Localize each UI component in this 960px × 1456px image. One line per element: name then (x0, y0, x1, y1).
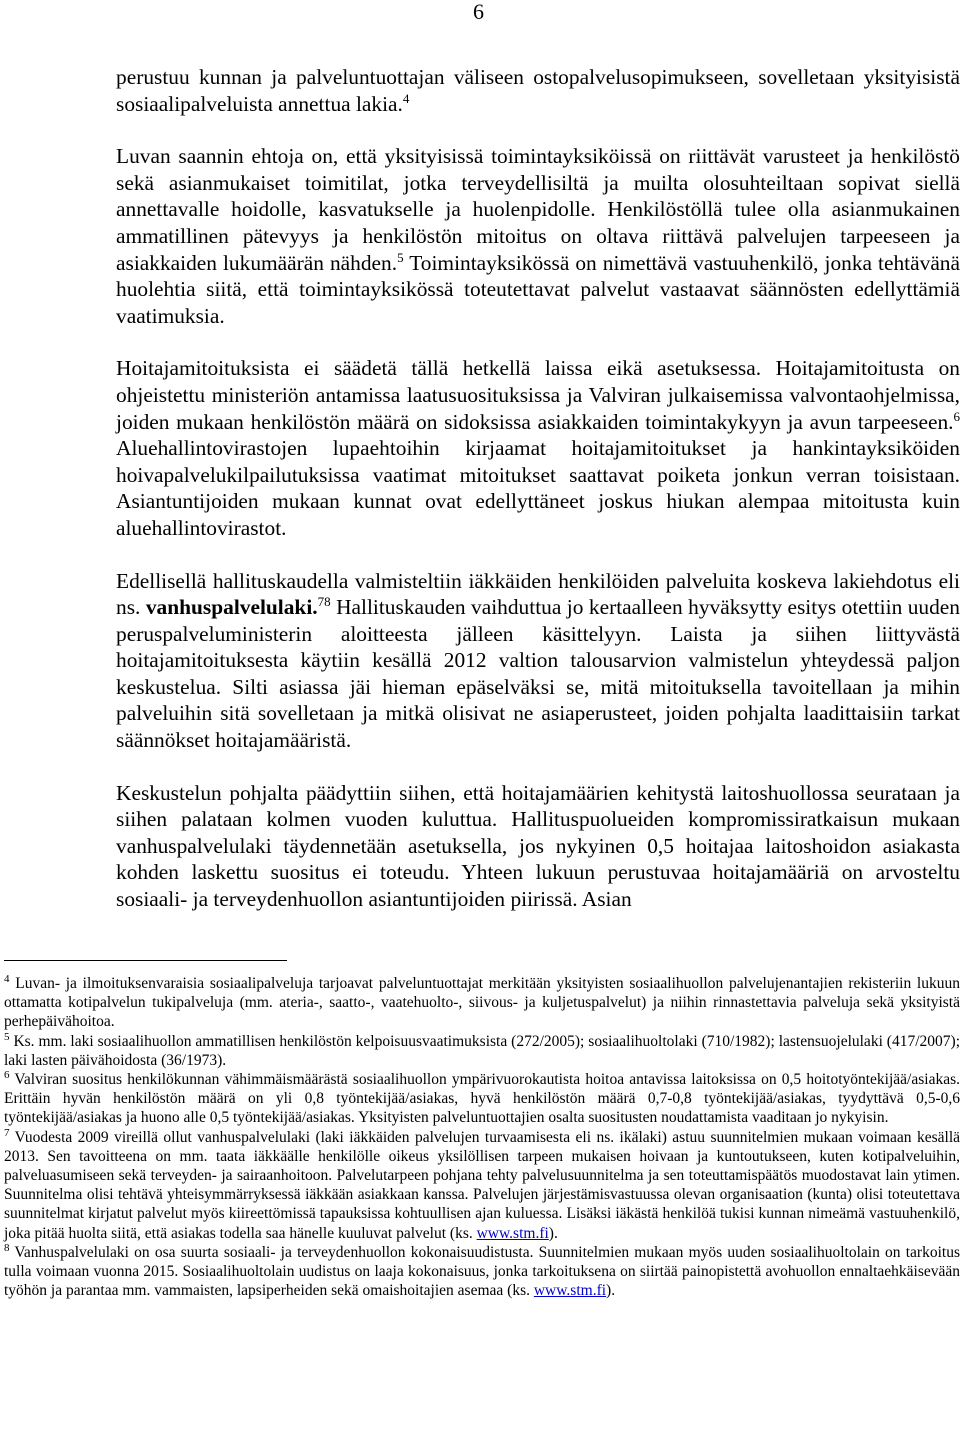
footnote-4 (4, 974, 960, 1032)
stm-link[interactable]: www.stm.fi (476, 1224, 549, 1242)
paragraph-text: Aluehallintovirastojen lupaehtoihin kirjaamat hoitajamitoitukset ja hankintayksiköiden hoivapalvelukilpailutuksissa vaatimat mitoitukset saattavat poiketa jonkun verran toisistaan. Asiantuntijoiden mukaan kunnat ovat edellyttäneet joskus hiukan alempaa mitoitusta kuin aluehallintovirastot. (116, 436, 960, 540)
footnote-ref-4[interactable]: 4 (402, 90, 410, 106)
paragraph-intro (116, 64, 960, 117)
footnote-text-end: ). (606, 1282, 616, 1300)
paragraph-text: Edellisellä hallituskaudella valmisteltiin iäkkäiden henkilöiden palveluita koskeva lakiehdotus eli ns. (116, 568, 960, 620)
footnote-text: Luvan- ja ilmoituksenvaraisia sosiaalipalveluja tarjoavat palveluntuottajat merkitään yksityisten sosiaalihuollon palvelujenantajien rekisteriin lukuun ottamatta kotipalvelun tukipalveluja (mm. ateria-, saatto-, vaatehuolto-, siivous- ja kuljetuspalvelut) ja niihin rinnastettavia palveluja sekä yksityistä perhepäivähoitoa. (4, 975, 960, 1031)
footnote-divider (4, 960, 287, 961)
paragraph-elderly-services-act (116, 568, 960, 754)
footnote-text: Valviran suositus henkilökunnan vähimmäismäärästä sosiaalihuollon ympärivuorokautista hoitoa antavissa laitoksissa on 0,5 hoitotyöntekijää/asiakas. Erittäin hyvän henkilöstön määrä on yli 0,8 työntekijää/asiakas, hyvä henkilöstön määrä 0,7-0,8 työntekijää/asiakas, tyydyttävä 0,5-0,6 työntekijää/asiakas ja huono alle 0,5 työntekijää/asiakas. Yksityisten palveluntuottajien osalta suositusten noudattamista vaaditaan jo nykyisin. (4, 1071, 960, 1127)
footnote-8 (4, 1243, 960, 1301)
bold-term: vanhuspalvelulaki. (145, 595, 318, 620)
paragraph-text: Luvan saannin ehtoja on, että yksityisissä toimintayksiköissä on riittävät varusteet ja henkilöstö sekä asianmukaiset toimitilat, jotka terveydellisiltä ja muilta olosuhteiltaan sopivat siellä annettavalle hoidolle, kasvatukselle ja huolenpidolle. Henkilöstöllä tulee olla asianmukainen ammatillinen pätevyys ja henkilöstön mitoitus on oltava riittävä palvelujen tarpeeseen ja asiakkaiden lukumäärän nähden. (116, 144, 960, 275)
footnote-7 (4, 1128, 960, 1243)
paragraph-text: Hoitajamitoituksista ei säädetä tällä hetkellä laissa eikä asetuksessa. Hoitajamitoitusta on ohjeistettu ministeriön antamissa laatusuosituksissa ja Valviran julkaisemissa valvontaohjelmissa, joiden mukaan henkilöstön määrä on sidoksissa asiakkaiden toimintakykyyn ja avun tarpeeseen. (116, 356, 960, 434)
paragraph-text: Keskustelun pohjalta päädyttiin siihen, että hoitajamäärien kehitystä laitoshuollossa seurataan ja siihen palataan kolmen vuoden kuluttua. Hallituspuolueiden kompromissiratkaisun mukaan vanhuspalvelulaki täydennetään asetuksella, jos nykyinen 0,5 hoitajaa laitoshoidon asiakasta kohden laskettu suositus ei toteudu. Yhteen lukuun perustuvaa hoitajamääriä on arvosteltu sosiaali- ja terveydenhuollon asiantuntijoiden piirissä. Asian (116, 780, 960, 912)
footnote-number: 4 (4, 972, 10, 985)
paragraph-text: perustuu kunnan ja palveluntuottajan väliseen ostopalvelusopimukseen, sovelletaan yksityisistä sosiaalipalveluista annettua lakia. (116, 65, 960, 116)
paragraph-staffing-ratios (116, 355, 960, 541)
footnote-text: Ks. mm. laki sosiaalihuollon ammatillisen henkilöstön kelpoisuusvaatimuksista (272/2005); sosiaalihuoltolaki (710/1982); lastensuojelulaki (417/2007); laki lasten päivähoidosta (36/1973). (4, 1032, 960, 1069)
paragraph-text: Toimintayksikössä on nimettävä vastuuhenkilö, jonka tehtävänä huolehtia siitä, että toimintayksikössä toteutettavat palvelut vastaavat säännösten edellyttämiä vaatimuksia. (116, 250, 960, 328)
footnote-number: 5 (4, 1030, 10, 1043)
footnote-text-end: ). (548, 1224, 558, 1242)
footnote-ref-5[interactable]: 5 (397, 249, 404, 265)
footnote-5 (4, 1032, 960, 1070)
footnote-number: 7 (4, 1126, 10, 1139)
stm-link[interactable]: www.stm.fi (533, 1282, 607, 1300)
footnote-6 (4, 1070, 960, 1128)
paragraph-text: Hallituskauden vaihduttua jo kertaalleen hyväksytty esitys otettiin uuden peruspalveluministerin aloitteesta jälleen käsittelyyn. Laista ja siihen liittyvästä hoitajamitoituksesta käytiin kesällä 2012 valtion talousarvion valmistelun yhteydessä paljon keskustelua. Silti asiassa jäi hieman epäselväksi se, mitä mitoituksella tavoitellaan ja mihin palveluihin sitä sovelletaan ja mitkä olisivat ne asiaperusteet, joiden pohjalta laadittaisiin tarkat säännökset hoitajamääristä. (116, 595, 960, 753)
paragraph-discussion (116, 780, 960, 913)
paragraph-license-conditions (116, 143, 960, 329)
footnote-text: Vanhuspalvelulaki on osa suurta sosiaali- ja terveydenhuollon kokonaisuudistusta. Suunnitelmien mukaan myös uuden sosiaalihuoltolain on tarkoitus tulla voimaan vuonna 2015. Sosiaalihuoltolain uudistus on laaja kokonaisuus, jonka tarkoituksena on siirtää painopistettä avohuollon ennaltaehkäisevään työhön ja parantaa mm. vammaisten, lapsiperheiden sekä omaishoitajien asemaa (ks. (4, 1243, 960, 1300)
footnote-ref-7-8[interactable]: 78 (317, 593, 331, 609)
footnote-text: Vuodesta 2009 vireillä ollut vanhuspalvelulaki (laki iäkkäiden palvelujen turvaamisesta eli ns. ikälaki) astuu suunnitelmien mukaan voimaan kesällä 2013. Sen tavoitteena on mm. taata iäkkäälle henkilölle oikeus yksilöllisen tarpeen mukaisen hoivaan ja kuntoutukseen, kuten kotipalveluihin, palveluasumiseen sekä terveyden- ja sairaanhoitoon. Palvelutarpeen pohjana tehty palvelusuunnitelma ja sen toteuttamispäätös muodostavat lain ytimen. Suunnitelma olisi tehtävä yhteisymmärryksessä iäkkään asiakkaan kanssa. Palvelujen järjestämisvastuussa olevan organisaation (kunta) olisi toteutettava suunnitelmat kirjatut palvelut myös kiireettömissä tapauksissa kohtuullisen ajan kuluessa. Lisäksi iäkästä henkilöä tukisi kunnan nimeämä vastuuhenkilö, joka pitää huolta siitä, että asiakas todella saa hänelle kuuluvat palvelut (ks. (4, 1128, 960, 1242)
page-number: 6 (473, 0, 484, 24)
footnotes-section (4, 960, 960, 1300)
body-text (116, 64, 960, 913)
footnote-number: 6 (4, 1068, 10, 1081)
footnote-number: 8 (4, 1241, 10, 1254)
footnote-ref-6[interactable]: 6 (953, 408, 960, 424)
